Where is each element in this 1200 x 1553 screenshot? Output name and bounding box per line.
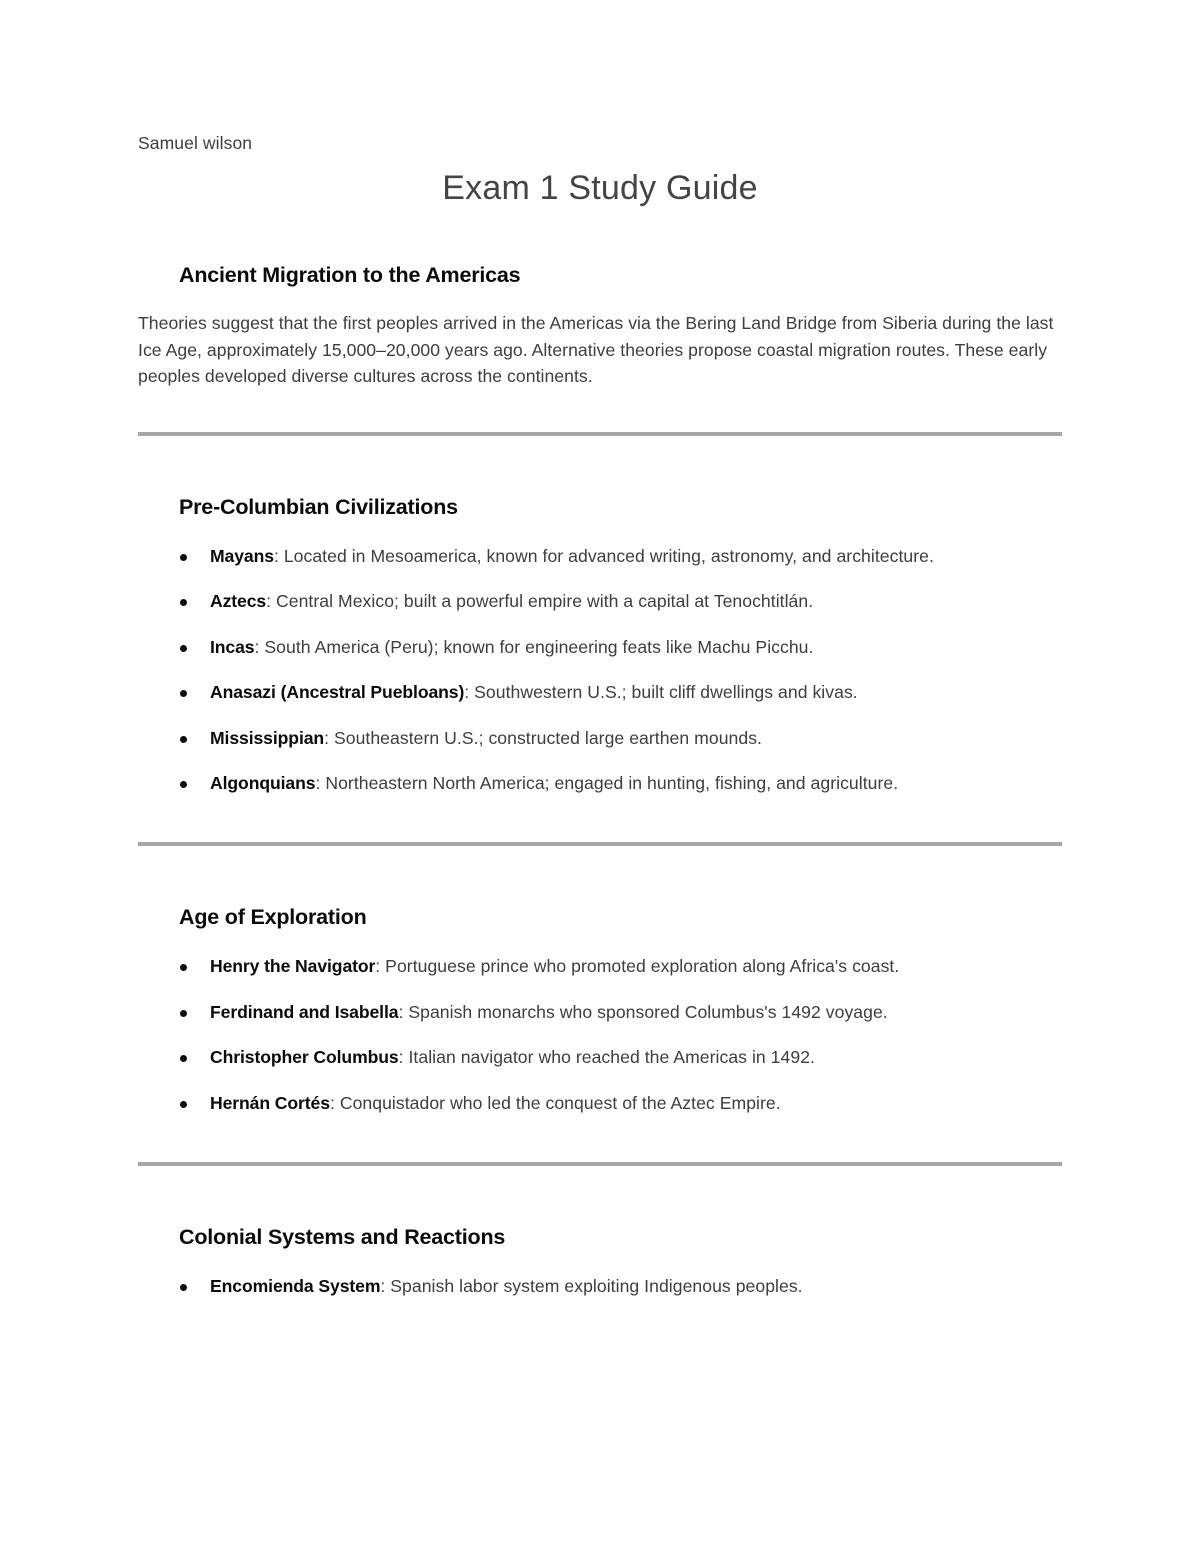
document-content — [138, 132, 1062, 1299]
list-item-term: Mayans — [210, 546, 274, 567]
section-heading-age-of-exploration: Age of Exploration — [179, 905, 367, 930]
section-colonial-systems — [138, 1224, 1062, 1299]
list-item-desc: : Italian navigator who reached the Americas in 1492. — [398, 1047, 815, 1068]
list-item-term: Henry the Navigator — [210, 956, 376, 977]
list-item — [138, 725, 1062, 751]
bullet-list-colonial-systems — [138, 1273, 1062, 1299]
list-item-term: Christopher Columbus — [210, 1047, 399, 1068]
list-item — [138, 634, 1062, 660]
section-paragraph-ancient-migration: Theories suggest that the first peoples arrived in the Americas via the Bering Land Bridge from Siberia during the last Ice Age, approximately 15,000–20,000 years ago. Alternative theories propose coastal migration routes. These early peoples developed diverse cultures across the continents. — [138, 312, 1054, 387]
list-item-desc: : Spanish labor system exploiting Indigenous peoples. — [380, 1275, 803, 1296]
section-divider — [138, 432, 1062, 436]
list-item-term: Hernán Cortés — [210, 1092, 330, 1113]
section-pre-columbian — [138, 494, 1062, 796]
list-item — [138, 1090, 1062, 1116]
list-item-term: Anasazi (Ancestral Puebloans) — [210, 682, 465, 703]
list-item-desc: : Southwestern U.S.; built cliff dwellings and kivas. — [464, 682, 858, 703]
list-item-desc: : Northeastern North America; engaged in hunting, fishing, and agriculture. — [315, 773, 899, 794]
list-item-desc: : Spanish monarchs who sponsored Columbus's 1492 voyage. — [398, 1001, 888, 1022]
list-item — [138, 679, 1062, 705]
list-item — [138, 953, 1062, 979]
list-item-term: Encomienda System — [210, 1275, 381, 1296]
section-heading-pre-columbian: Pre-Columbian Civilizations — [179, 495, 458, 520]
section-age-of-exploration — [138, 904, 1062, 1116]
list-item — [138, 1273, 1062, 1299]
list-item-desc: : Central Mexico; built a powerful empire with a capital at Tenochtitlán. — [266, 591, 814, 612]
bullet-list-pre-columbian — [138, 543, 1062, 796]
list-item-term: Incas — [210, 636, 255, 657]
list-item-desc: : Located in Mesoamerica, known for advanced writing, astronomy, and architecture. — [273, 546, 934, 567]
section-divider — [138, 842, 1062, 846]
list-item-desc: : Southeastern U.S.; constructed large earthen mounds. — [324, 727, 762, 748]
list-item-desc: : Conquistador who led the conquest of the Aztec Empire. — [329, 1092, 781, 1113]
section-ancient-migration — [138, 262, 1062, 390]
document-title: Exam 1 Study Guide — [442, 168, 758, 207]
section-heading-colonial-systems: Colonial Systems and Reactions — [179, 1224, 506, 1249]
bullet-list-age-of-exploration — [138, 953, 1062, 1116]
list-item-term: Algonquians — [210, 773, 316, 794]
section-heading-ancient-migration: Ancient Migration to the Americas — [179, 263, 521, 288]
author-name: Samuel wilson — [138, 133, 253, 153]
list-item — [138, 770, 1062, 796]
list-item-desc: : Portuguese prince who promoted exploration along Africa's coast. — [375, 956, 900, 977]
list-item-term: Aztecs — [210, 591, 267, 612]
list-item — [138, 588, 1062, 614]
list-item — [138, 543, 1062, 569]
list-item-term: Mississippian — [210, 727, 325, 748]
list-item — [138, 1044, 1062, 1070]
list-item-desc: : South America (Peru); known for engineering feats like Machu Picchu. — [254, 636, 814, 657]
list-item-term: Ferdinand and Isabella — [210, 1001, 399, 1022]
list-item — [138, 999, 1062, 1025]
section-divider — [138, 1162, 1062, 1166]
